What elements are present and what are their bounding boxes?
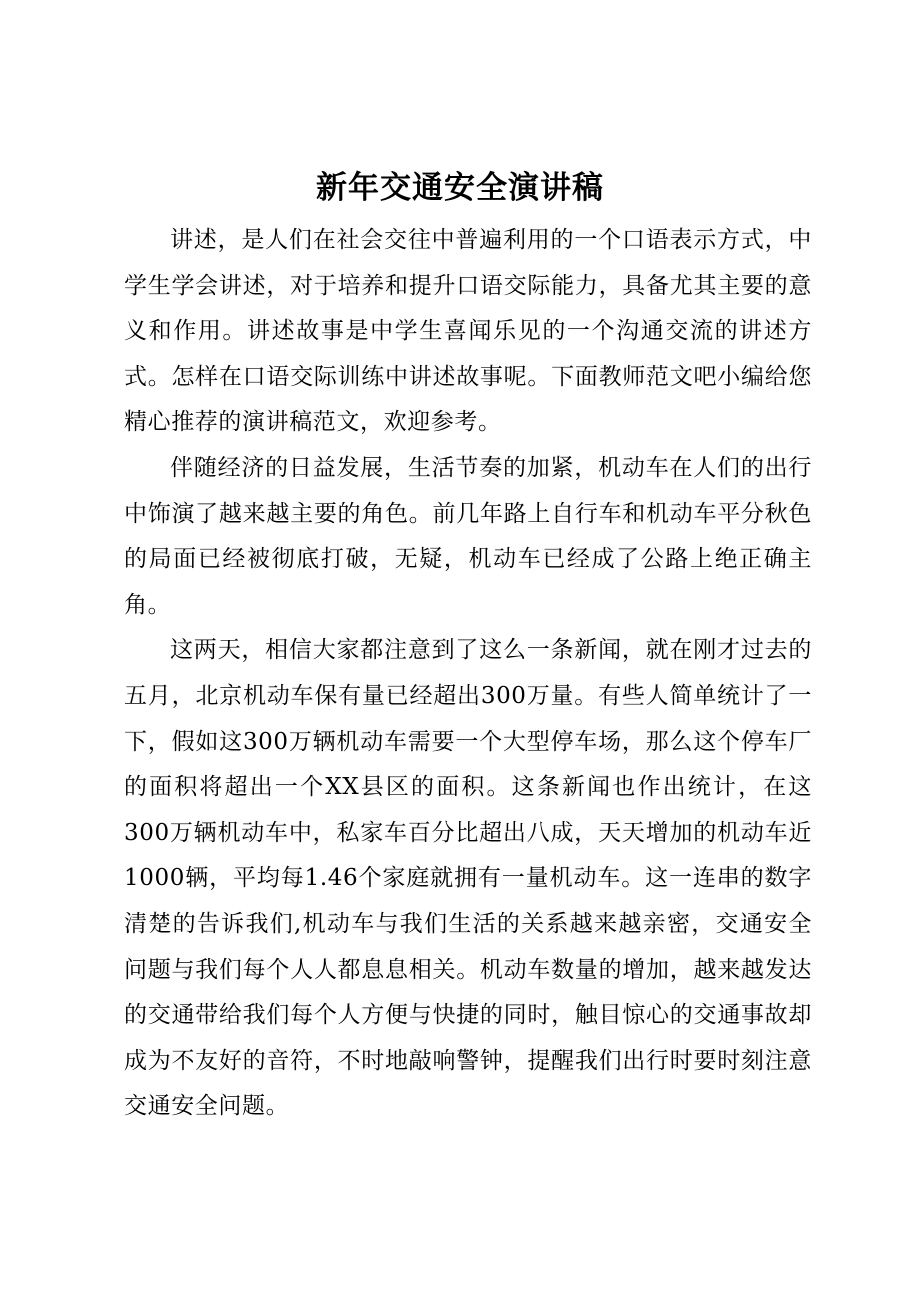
paragraph-news: 这两天，相信大家都注意到了这么一条新闻，就在刚才过去的五月，北京机动车保有量已经超出300万量。有些人简单统计了一下，假如这300万辆机动车需要一个大型停车场，那么这个停车厂的面积将超出一个XX县区的面积。这条新闻也作出统计，在这300万辆机动车中，私家车百分比超出八成，天天增加的机动车近1000辆，平均每1.46个家庭就拥有一量机动车。这一连串的数字清楚的告诉我们,机动车与我们生活的关系越来越亲密，交通安全问题与我们每个人人都息息相关。机动车数量的增加，越来越发达的交通带给我们每个人方便与快捷的同时，触目惊心的交通事故却成为不友好的音符，不时地敲响警钟，提醒我们出行时要时刻注意交通安全问题。 (124, 637, 812, 1120)
paragraph-intro: 讲述，是人们在社会交往中普遍利用的一个口语表示方式，中学生学会讲述，对于培养和提升口语交际能力，具备尤其主要的意义和作用。讲述故事是中学生喜闻乐见的一个沟通交流的讲述方式。怎样在口语交际训练中讲述故事呢。下面教师范文吧小编给您精心推荐的演讲稿范文，欢迎参考。 (124, 227, 812, 436)
document-title: 新年交通安全演讲稿 (316, 170, 604, 206)
document-body (124, 218, 812, 1130)
paragraph-development: 伴随经济的日益发展，生活节奏的加紧，机动车在人们的出行中饰演了越来越主要的角色。前几年路上自行车和机动车平分秋色的局面已经被彻底打破，无疑，机动车已经成了公路上绝正确主角。 (124, 454, 812, 618)
